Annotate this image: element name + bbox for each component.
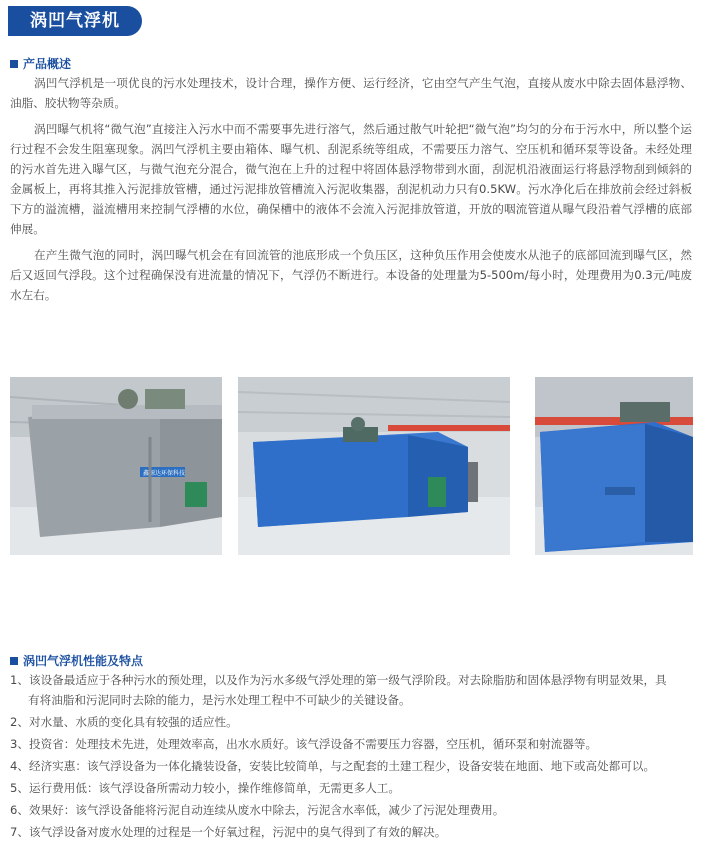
product-photo-blue-1 — [238, 377, 510, 555]
svg-text:鑫源达环保科技: 鑫源达环保科技 — [143, 470, 186, 477]
list-item: 1、该设备最适应于各种污水的预处理，以及作为污水多级气浮处理的第一级气浮阶段。对去除脂肪和固体悬浮物有明显效果，具 有将油脂和污泥同时去除的能力，是污水处理工程中不可缺少的关键设备。 — [10, 673, 667, 707]
overview-paragraph-3: 在产生微气泡的同时，涡凹曝气机会在有回流管的池底形成一个负压区，这种负压作用会使废水从池子的底部回流到曝气区，然后又返回气浮段。这个过程确保没有进流量的情况下，气浮仍不断进行。本设备的处理量为5-500m/每小时，处理费用为0.3元/吨废水左右。 — [10, 248, 692, 302]
overview-heading: 产品概述 — [10, 55, 71, 72]
list-item: 4、经济实惠：该气浮设备为一体化撬装设备，安装比较简单，与之配套的土建工程少，设备安装在地面、地下或高处都可以。 — [10, 759, 656, 773]
features-heading: 涡凹气浮机性能及特点 — [10, 652, 143, 669]
square-bullet-icon — [10, 657, 18, 665]
page-title: 涡凹气浮机 — [8, 6, 142, 36]
list-item: 6、效果好：该气浮设备能将污泥自动连续从废水中除去，污泥含水率低，减少了污泥处理费用。 — [10, 803, 505, 817]
list-item: 2、对水量、水质的变化具有较强的适应性。 — [10, 715, 238, 729]
list-item: 5、运行费用低：该气浮设备所需动力较小，操作维修简单，无需更多人工。 — [10, 781, 400, 795]
overview-paragraph-1: 涡凹气浮机是一项优良的污水处理技术，设计合理，操作方便、运行经济，它由空气产生气泡，直接从废水中除去固体悬浮物、油脂、胶状物等杂质。 — [10, 76, 692, 110]
list-item: 3、投资省：处理技术先进，处理效率高，出水水质好。该气浮设备不需要压力容器，空压机，循环泵和射流器等。 — [10, 737, 598, 751]
list-item: 7、该气浮设备对废水处理的过程是一个好氧过程，污泥中的臭气得到了有效的解决。 — [10, 825, 447, 839]
product-photo-blue-2 — [535, 377, 693, 555]
square-bullet-icon — [10, 60, 18, 68]
product-photo-grey — [10, 377, 222, 555]
features-list — [10, 670, 694, 844]
overview-paragraph-2: 涡凹曝气机将“微气泡”直接注入污水中而不需要事先进行溶气，然后通过散气叶轮把“微气泡”均匀的分布于污水中，所以整个运行过程不会发生阻塞现象。涡凹气浮机主要由箱体、曝气机、刮泥系统等组成，不需要压力溶气、空压机和循环泵等设备。未经处理的污水首先进入曝气区，与微气泡充分混合，微气泡在上升的过程中将固体悬浮物带到水面，刮泥机沿液面运行将悬浮物刮到倾斜的金属板上，再将其推入污泥排放管槽，通过污泥排放管槽流入污泥收集器，刮泥机动力只有0.5KW。污水净化后在排放前会经过斜板下方的溢流槽，溢流槽用来控制气浮槽的水位，确保槽中的液体不会流入污泥排放管道，开放的咽流管道从曝气段沿着气浮槽的底部伸展。 — [10, 122, 692, 236]
